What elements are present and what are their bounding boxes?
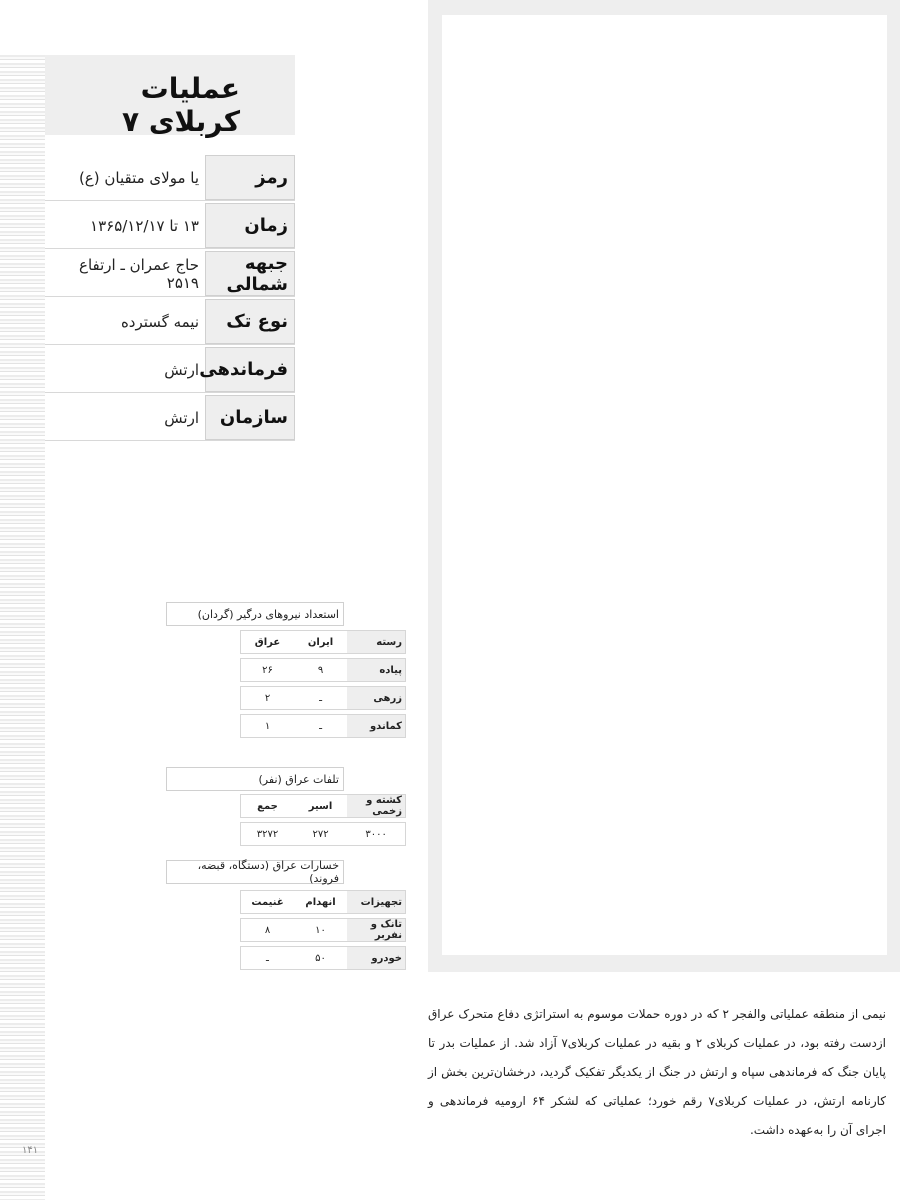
info-row-command [45, 347, 295, 393]
table-cell: ـ [266, 952, 269, 964]
info-value: ارتش [164, 360, 199, 379]
table-cell: ۱ [264, 720, 271, 732]
table-row [240, 918, 406, 942]
losses-table [240, 890, 406, 974]
table-header-row [240, 794, 406, 818]
table-cell: کماندو [347, 715, 405, 737]
info-label: سازمان [205, 395, 295, 440]
table-cell: ۲۶ [262, 664, 273, 676]
info-row-time [45, 203, 295, 249]
table-cell: تانک و نفربر [347, 919, 405, 941]
info-row-organization [45, 395, 295, 441]
info-table [45, 155, 295, 443]
losses-caption: خسارات عراق (دستگاه، قبضه، فروند) [166, 860, 344, 884]
table-header-row [240, 890, 406, 914]
table-cell: ۱۰ [315, 924, 326, 936]
page-title: عملیات کربلای ۷ [122, 72, 240, 138]
table-row [240, 714, 406, 738]
table-cell: ـ [319, 692, 322, 704]
info-label: نوع تک [205, 299, 295, 344]
table-header-cell: تجهیزات [347, 891, 405, 913]
page-number: ۱۴۱ [22, 1145, 39, 1156]
forces-table [240, 630, 406, 742]
table-cell: پیاده [347, 659, 405, 681]
table-header-cell: جمع [257, 800, 278, 812]
info-label: زمان [205, 203, 295, 248]
table-cell: ۳۰۰۰ [365, 828, 387, 840]
table-header-cell: ایران [307, 636, 334, 648]
table-cell: ۲ [264, 692, 271, 704]
table-header-cell: عراق [254, 636, 281, 648]
info-label: رمز [205, 155, 295, 200]
info-value: ارتش [164, 408, 199, 427]
table-row [240, 946, 406, 970]
info-row-attack-type [45, 299, 295, 345]
table-cell: ۹ [317, 664, 324, 676]
photo-placeholder [442, 15, 887, 955]
table-header-cell: رسته [347, 631, 405, 653]
info-value: یا مولای متقیان (ع) [78, 168, 199, 187]
forces-caption: استعداد نیروهای درگیر (گردان) [166, 602, 344, 626]
table-cell: ۲۷۲ [312, 828, 329, 840]
casualties-table [240, 794, 406, 850]
table-header-cell: اسیر [308, 800, 333, 812]
table-cell: خودرو [347, 947, 405, 969]
table-header-cell: انهدام [305, 896, 336, 908]
table-row [240, 658, 406, 682]
info-value: ۱۳ تا ۱۳۶۵/۱۲/۱۷ [90, 216, 199, 235]
table-cell: زرهی [347, 687, 405, 709]
info-value: نیمه گسترده [120, 312, 199, 331]
info-label: فرماندهی [205, 347, 295, 392]
table-header-cell: کشته و زخمی [347, 795, 405, 817]
table-row [240, 686, 406, 710]
info-row-code [45, 155, 295, 201]
table-header-cell: غنیمت [251, 896, 284, 908]
table-header-row [240, 630, 406, 654]
table-cell: ـ [319, 720, 322, 732]
table-cell: ۳۲۷۲ [256, 828, 279, 840]
table-cell: ۵۰ [315, 952, 326, 964]
info-row-front [45, 251, 295, 297]
table-cell: ۸ [264, 924, 271, 936]
casualties-caption: تلفات عراق (نفر) [166, 767, 344, 791]
info-label: جبهه شمالی [205, 251, 295, 296]
body-paragraph: نیمی از منطقه عملیاتی والفجر ۲ که در دوره حملات موسوم به استراتژی دفاع متحرک عراق ازدست رفته بود، در عملیات کربلای ۲ و بقیه در عملیات کربلای۷ آزاد شد. از عملیات بدر تا پایان جنگ که فرماندهی سپاه و ارتش در جنگ از یکدیگر تفکیک گردید، درخشان‌ترین بخش از کارنامه ارتش، در عملیات کربلای۷ رقم خورد؛ عملیاتی که لشکر ۶۴ ارومیه فرماندهی و اجرای آن را به‌عهده داشت. [428, 1007, 887, 1137]
info-value: حاج عمران ـ ارتفاع ۲۵۱۹ [79, 255, 199, 292]
decorative-stripes [0, 55, 45, 1200]
table-row [240, 822, 406, 846]
